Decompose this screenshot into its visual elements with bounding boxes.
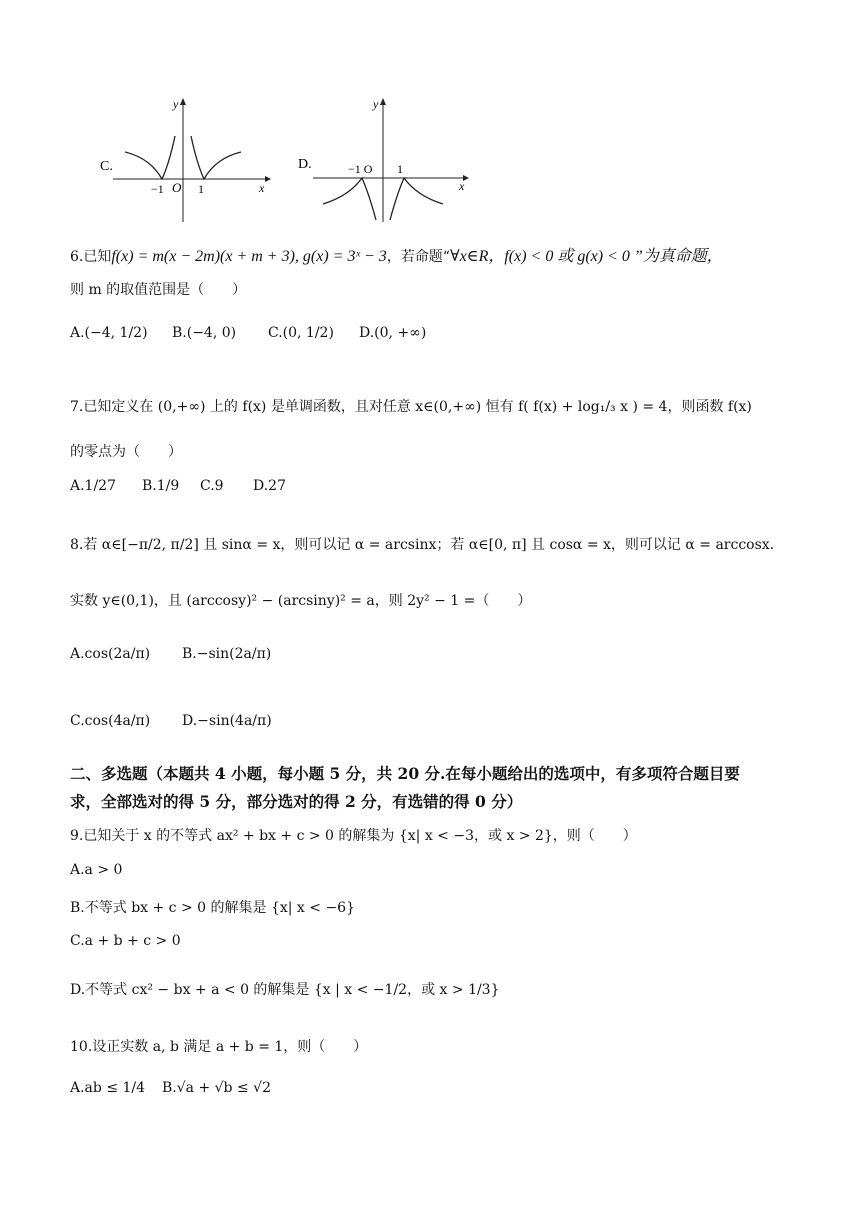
q6-option-a[interactable]: A.(−4, 1/2)	[70, 325, 148, 341]
q8-line2: 实数 y∈(0,1)，且 (arccosy)² − (arcsiny)² = a，则 2y² − 1 =（ ）	[70, 593, 532, 609]
q7-option-d[interactable]: D.27	[253, 478, 286, 494]
q10-option-a[interactable]: A.ab ≤ 1/4	[70, 1080, 146, 1096]
q6-option-d[interactable]: D.(0, +∞)	[359, 325, 427, 341]
q10-stem: 10.设正实数 a, b 满足 a + b = 1，则（ ）	[70, 1039, 368, 1055]
q8-option-c[interactable]: C.cos(4a/π)	[70, 713, 151, 729]
section-2-line2: 求，全部选对的得 5 分，部分选对的得 2 分，有选错的得 0 分）	[70, 792, 523, 811]
q6-prefix: 6.已知	[70, 249, 112, 265]
graph-d-label: D.	[298, 157, 312, 172]
q9-option-c[interactable]: C.a + b + c > 0	[70, 933, 181, 949]
q6-functions: f(x) = m(x − 2m)(x + m + 3), g(x) = 3ˣ − 3	[111, 248, 387, 265]
q9-option-b[interactable]: B.不等式 bx + c > 0 的解集是 {x| x < −6}	[70, 900, 355, 916]
q8-option-a[interactable]: A.cos(2a/π)	[70, 646, 151, 662]
q7-line2: 的零点为（ ）	[70, 444, 182, 460]
graph-d-tick-1: 1	[397, 162, 403, 176]
graph-c-origin: O	[172, 180, 182, 195]
graph-c-label: C.	[100, 159, 113, 174]
graph-c-curve-left	[125, 136, 175, 179]
graph-c-x-label: x	[259, 181, 265, 195]
graph-c-curve-right	[191, 136, 241, 179]
graph-c-tick-1: 1	[198, 182, 204, 196]
q9-option-d[interactable]: D.不等式 cx² − bx + a < 0 的解集是 {x | x < −1/2，或 x > 1/3}	[70, 982, 500, 998]
q6-forall: ∀x∈R	[449, 248, 489, 265]
q7-option-b[interactable]: B.1/9	[142, 478, 180, 494]
graph-c-y-arrow	[180, 98, 186, 105]
graph-d-x-label: x	[459, 179, 465, 193]
graph-c-y-label: y	[173, 97, 179, 111]
section-2-line1: 二、多选题（本题共 4 小题，每小题 5 分，共 20 分.在每小题给出的选项中，有多项符合题目要	[70, 764, 740, 783]
q6-line1	[70, 243, 723, 266]
q7-option-a[interactable]: A.1/27	[70, 478, 116, 494]
q6-option-c[interactable]: C.(0, 1/2)	[268, 325, 334, 341]
q8-option-d[interactable]: D.−sin(4a/π)	[182, 713, 272, 729]
q9-option-a[interactable]: A.a > 0	[70, 862, 123, 878]
graph-d-y-label: y	[373, 97, 379, 111]
graph-c-x-arrow	[265, 176, 271, 182]
graph-d-y-arrow	[380, 98, 386, 105]
q8-option-b[interactable]: B.−sin(2a/π)	[182, 646, 272, 662]
q8-line1: 8.若 α∈[−π/2, π/2] 且 sinα = x，则可以记 α = arcsinx；若 α∈[0, π] 且 cosα = x，则可以记 α = arccosx.	[70, 537, 775, 553]
graph-c-tick-neg1: −1	[151, 182, 164, 196]
q6-condition: ，f(x) < 0 或 g(x) < 0 ”为真命题，	[488, 248, 723, 265]
graph-d-tick-neg1-origin: −1 O	[348, 162, 373, 176]
graph-option-d	[293, 92, 478, 227]
q7-option-c[interactable]: C.9	[200, 478, 224, 494]
q6-line2: 则 m 的取值范围是（ ）	[70, 282, 247, 298]
q10-option-b[interactable]: B.√a + √b ≤ √2	[162, 1080, 271, 1096]
q7-line1: 7.已知定义在 (0,+∞) 上的 f(x) 是单调函数，且对任意 x∈(0,+∞) 恒有 f( f(x) + log₁/₃ x ) = 4，则函数 f(x)	[70, 399, 752, 415]
q9-stem: 9.已知关于 x 的不等式 ax² + bx + c > 0 的解集为 {x| x < −3，或 x > 2}，则（ ）	[70, 828, 637, 844]
graph-d-curve-right	[390, 178, 443, 220]
graph-option-c	[95, 92, 275, 227]
graph-d-curve-left	[323, 178, 376, 220]
q6-mid: ，若命题“	[386, 249, 450, 265]
q6-option-b[interactable]: B.(−4, 0)	[172, 325, 237, 341]
